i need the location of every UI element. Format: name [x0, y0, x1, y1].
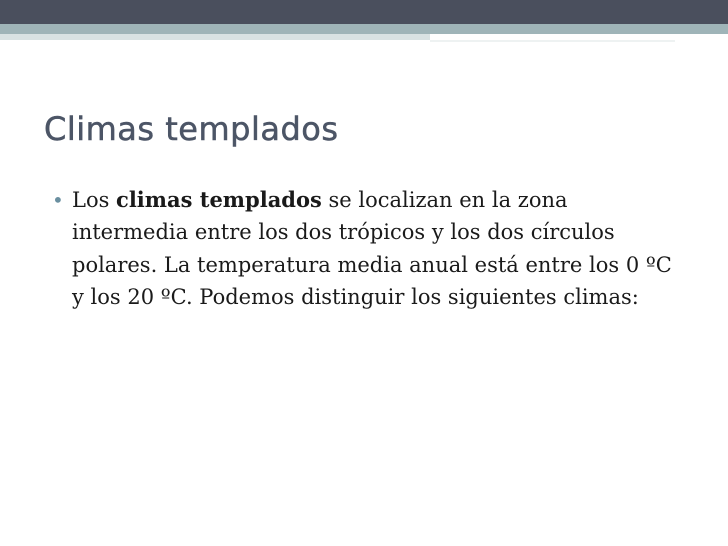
slide-title: Climas templados [44, 110, 339, 148]
accent-stripe-light [0, 34, 430, 40]
bullet-text-bold: climas templados [116, 187, 322, 212]
slide-content [44, 184, 684, 314]
accent-line [430, 40, 675, 42]
bullet-dot-icon: • [52, 188, 64, 212]
accent-stripe [0, 24, 728, 34]
top-decorative-band [0, 0, 728, 24]
bullet-item [44, 184, 684, 314]
bullet-text-prefix: Los [72, 188, 117, 212]
bullet-text-suffix: se localizan en la zona intermedia entre los dos trópicos y los dos círculos polares. La temperatura media anual está entre los 0 ºC y los 20 ºC. Podemos distinguir los siguientes climas: [72, 188, 672, 310]
